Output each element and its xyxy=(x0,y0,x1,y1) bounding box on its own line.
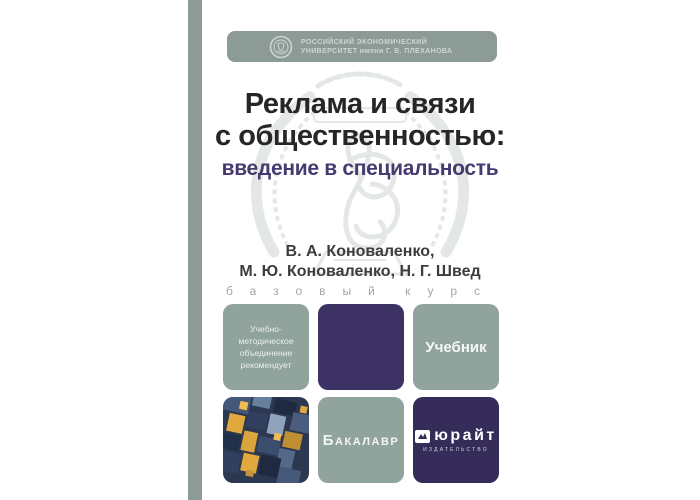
umo-text xyxy=(238,323,293,371)
bakalavr-badge xyxy=(318,397,404,483)
university-seal-icon xyxy=(269,35,293,59)
title-block xyxy=(200,88,520,181)
book-title-line2: с общественностью: xyxy=(215,120,505,152)
book-title-line1: Реклама и связи xyxy=(244,88,476,120)
umo-line1: Учебно- xyxy=(250,324,282,334)
university-name-line2: УНИВЕРСИТЕТ имени Г. В. ПЛЕХАНОВА xyxy=(301,47,453,55)
university-name xyxy=(301,38,453,56)
series-label xyxy=(226,284,497,298)
book-subtitle: введение в специальность xyxy=(221,157,499,180)
series-word1: базовый xyxy=(226,284,392,298)
publisher-logo-icon xyxy=(415,430,430,443)
publisher-badge xyxy=(413,397,499,483)
publisher-tagline: ИЗДАТЕЛЬСТВО xyxy=(423,447,489,453)
series-word2: курс xyxy=(405,284,497,298)
badge-grid xyxy=(223,304,499,483)
bakalavr-label: Бакалавр xyxy=(322,431,400,449)
uchebnik-badge xyxy=(413,304,499,390)
authors-block xyxy=(200,242,520,282)
aerial-collage-art xyxy=(223,397,309,483)
authors-line2: М. Ю. Коноваленко, Н. Г. Швед xyxy=(239,263,481,280)
umo-line2: методическое xyxy=(238,336,294,346)
uchebnik-label: Учебник xyxy=(425,338,487,356)
umo-line4: рекомендует xyxy=(240,360,292,370)
university-band xyxy=(227,31,497,62)
university-name-line1: РОССИЙСКИЙ ЭКОНОМИЧЕСКИЙ xyxy=(301,38,428,46)
aerial-collage-image xyxy=(223,397,309,483)
umo-badge xyxy=(223,304,309,390)
umo-line3: объединение xyxy=(239,348,293,358)
publisher-logo xyxy=(415,427,497,445)
publisher-name: юрайт xyxy=(434,427,497,444)
purple-accent-square xyxy=(318,304,404,390)
authors-line1: В. А. Коноваленко, xyxy=(285,243,435,260)
